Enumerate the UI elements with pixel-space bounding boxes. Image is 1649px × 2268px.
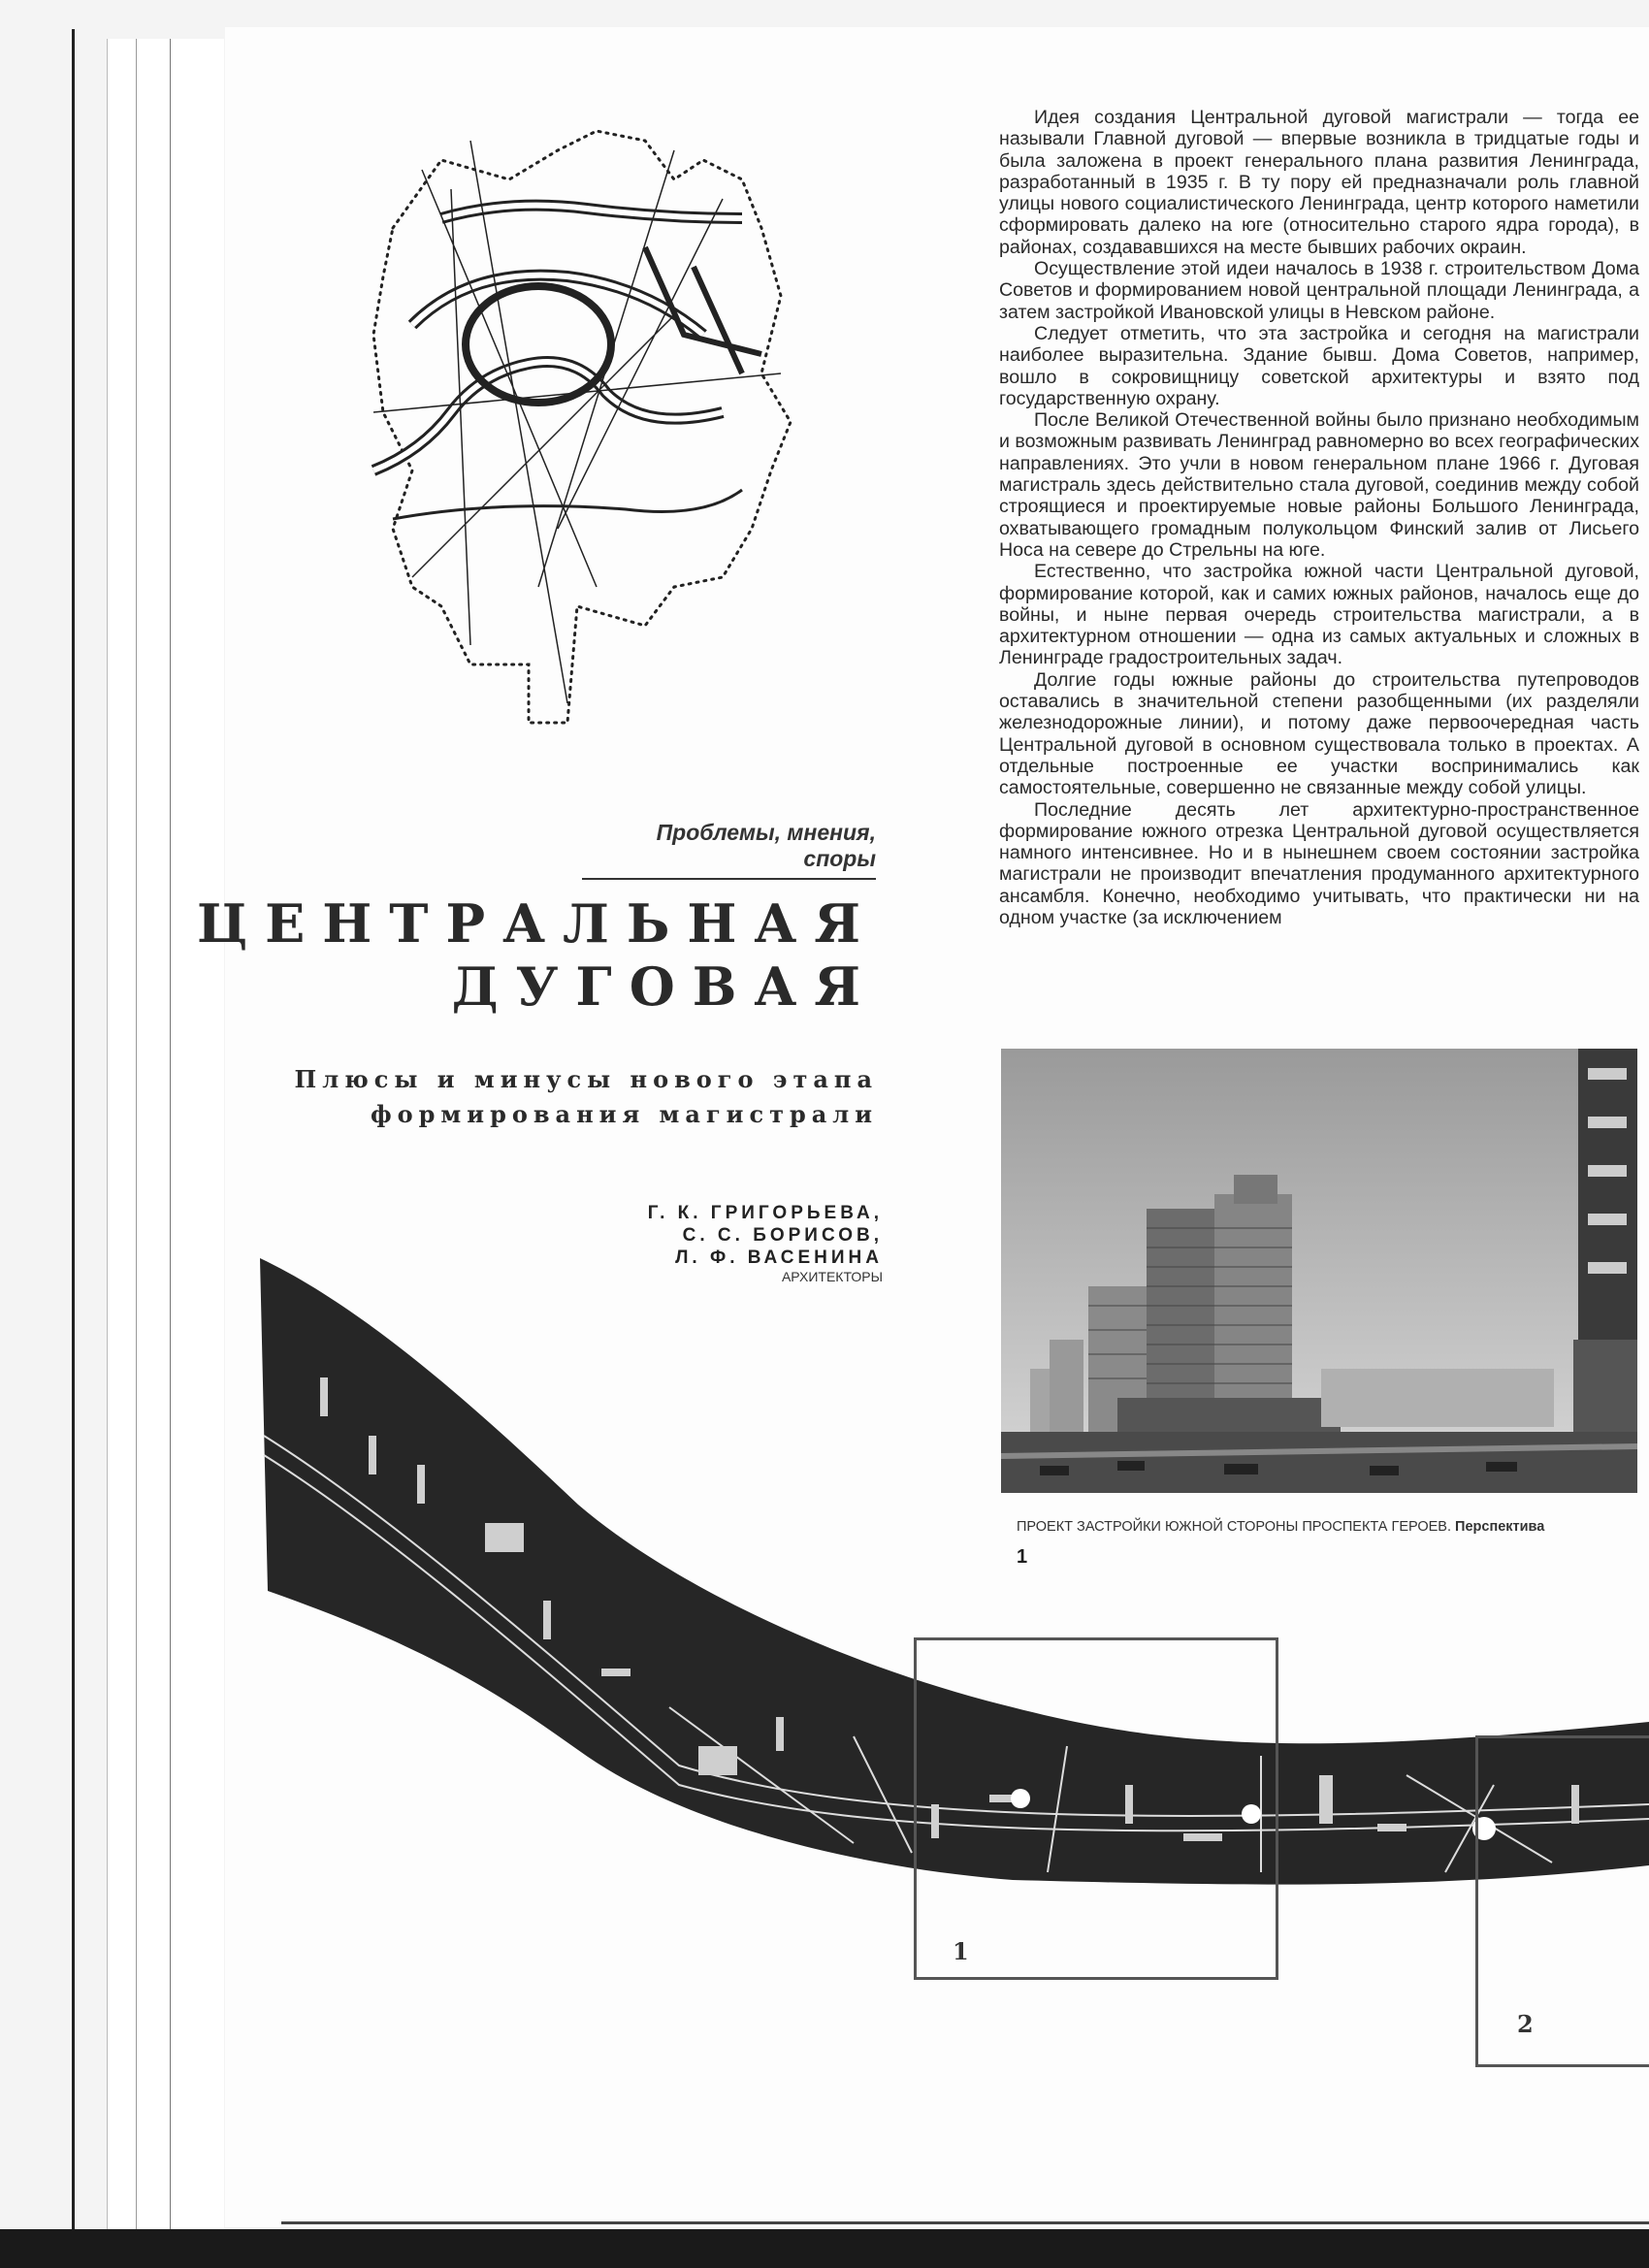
author: С. С. БОРИСОВ, xyxy=(682,1225,883,1246)
scan-bottom-edge xyxy=(0,2229,1649,2268)
paragraph: Долгие годы южные районы до строительства путепроводов оставались в значительной степени разобщенными (их разделяли железнодорожные линии), и потому даже первоочередная часть Центральной дуговой в основном существовала только в проектах. А отдельные построенные ее участки воспринимались как самостоятельные, совершенно не связанные между собой улицы. xyxy=(999,668,1639,799)
author: Г. К. ГРИГОРЬЕВА, xyxy=(647,1203,883,1223)
figure-number: 1 xyxy=(1017,1546,1028,1568)
section-rubric: Проблемы, мнения, споры xyxy=(582,820,876,880)
plan-frame-number: 2 xyxy=(1517,2010,1534,2038)
title-line-2: ДУГОВАЯ xyxy=(451,956,878,1018)
subtitle-line-1: Плюсы и минусы нового этапа xyxy=(294,1065,878,1093)
authors-role: АРХИТЕКТОРЫ xyxy=(781,1269,883,1284)
paragraph: Естественно, что застройка южной части Центральной дуговой, формирование которой, как и самих южных районов, началось еще до войны, и ныне первая очередь строительства магистрали, а в архитектурном отношении — одна из самых актуальных и сложных в Ленинграде градостроительных задач. xyxy=(999,561,1639,669)
plan-frame-number: 1 xyxy=(953,1937,969,1965)
paragraph: Осуществление этой идеи началось в 1938 г. строительством Дома Советов и формированием новой центральной площади Ленинграда, а затем застройкой Ивановской улицы в Невском районе. xyxy=(999,258,1639,323)
paragraph: После Великой Отечественной войны было признано необходимым и возможным развивать Ленинград равномерно во всех географических направлениях. Это учли в новом генеральном плане 1966 г. Дуговая магистраль здесь действительно стала дуговой, соединив между собой строящиеся и проектируемые новые районы Большого Ленинграда, охватывающего громадным полукольцом Финский залив от Лисьего Носа на севере до Стрельны на юге. xyxy=(999,409,1639,561)
page-bottom-rule xyxy=(281,2221,1649,2224)
paragraph: Следует отметить, что эта застройка и сегодня на магистрали наиболее выразительна. Здание бывш. Дома Советов, например, вошло в сокровищницу советской архитектуры и взято под государственную охрану. xyxy=(999,322,1639,409)
plan-detail-frame-2 xyxy=(1475,1735,1649,2067)
caption-bold: Перспектива xyxy=(1455,1519,1545,1535)
paragraph: Последние десять лет архитектурно-пространственное формирование южного отрезка Центральной дуговой осуществляется намного интенсивнее. Но и в нынешнем своем состоянии застройка магистрали не производит впечатления продуманного архитектурного ансамбля. Конечно, необходимо учитывать, что практически ни на одном участке (за исключением xyxy=(999,798,1639,928)
caption-text: ПРОЕКТ ЗАСТРОЙКИ ЮЖНОЙ СТОРОНЫ ПРОСПЕКТА ГЕРОЕВ. xyxy=(1017,1519,1451,1535)
subtitle-line-2: формирования магистрали xyxy=(371,1100,878,1128)
plan-detail-frame-1 xyxy=(914,1637,1278,1980)
paragraph: Идея создания Центральной дуговой магистрали — тогда ее называли Главной дуговой — впервые возникла в тридцатые годы и была заложена в проект генерального плана развития Ленинграда, разработанный в 1935 г. В ту пору ей предназначали роль главной улицы нового социалистического Ленинграда, центр которого наметили сформировать далеко на юге (относительно старого ядра города), в районах, создававшихся на месте бывших рабочих окраин. xyxy=(999,107,1639,258)
title-line-1: ЦЕНТРАЛЬНАЯ xyxy=(196,892,878,955)
author: Л. Ф. ВАСЕНИНА xyxy=(675,1247,883,1268)
